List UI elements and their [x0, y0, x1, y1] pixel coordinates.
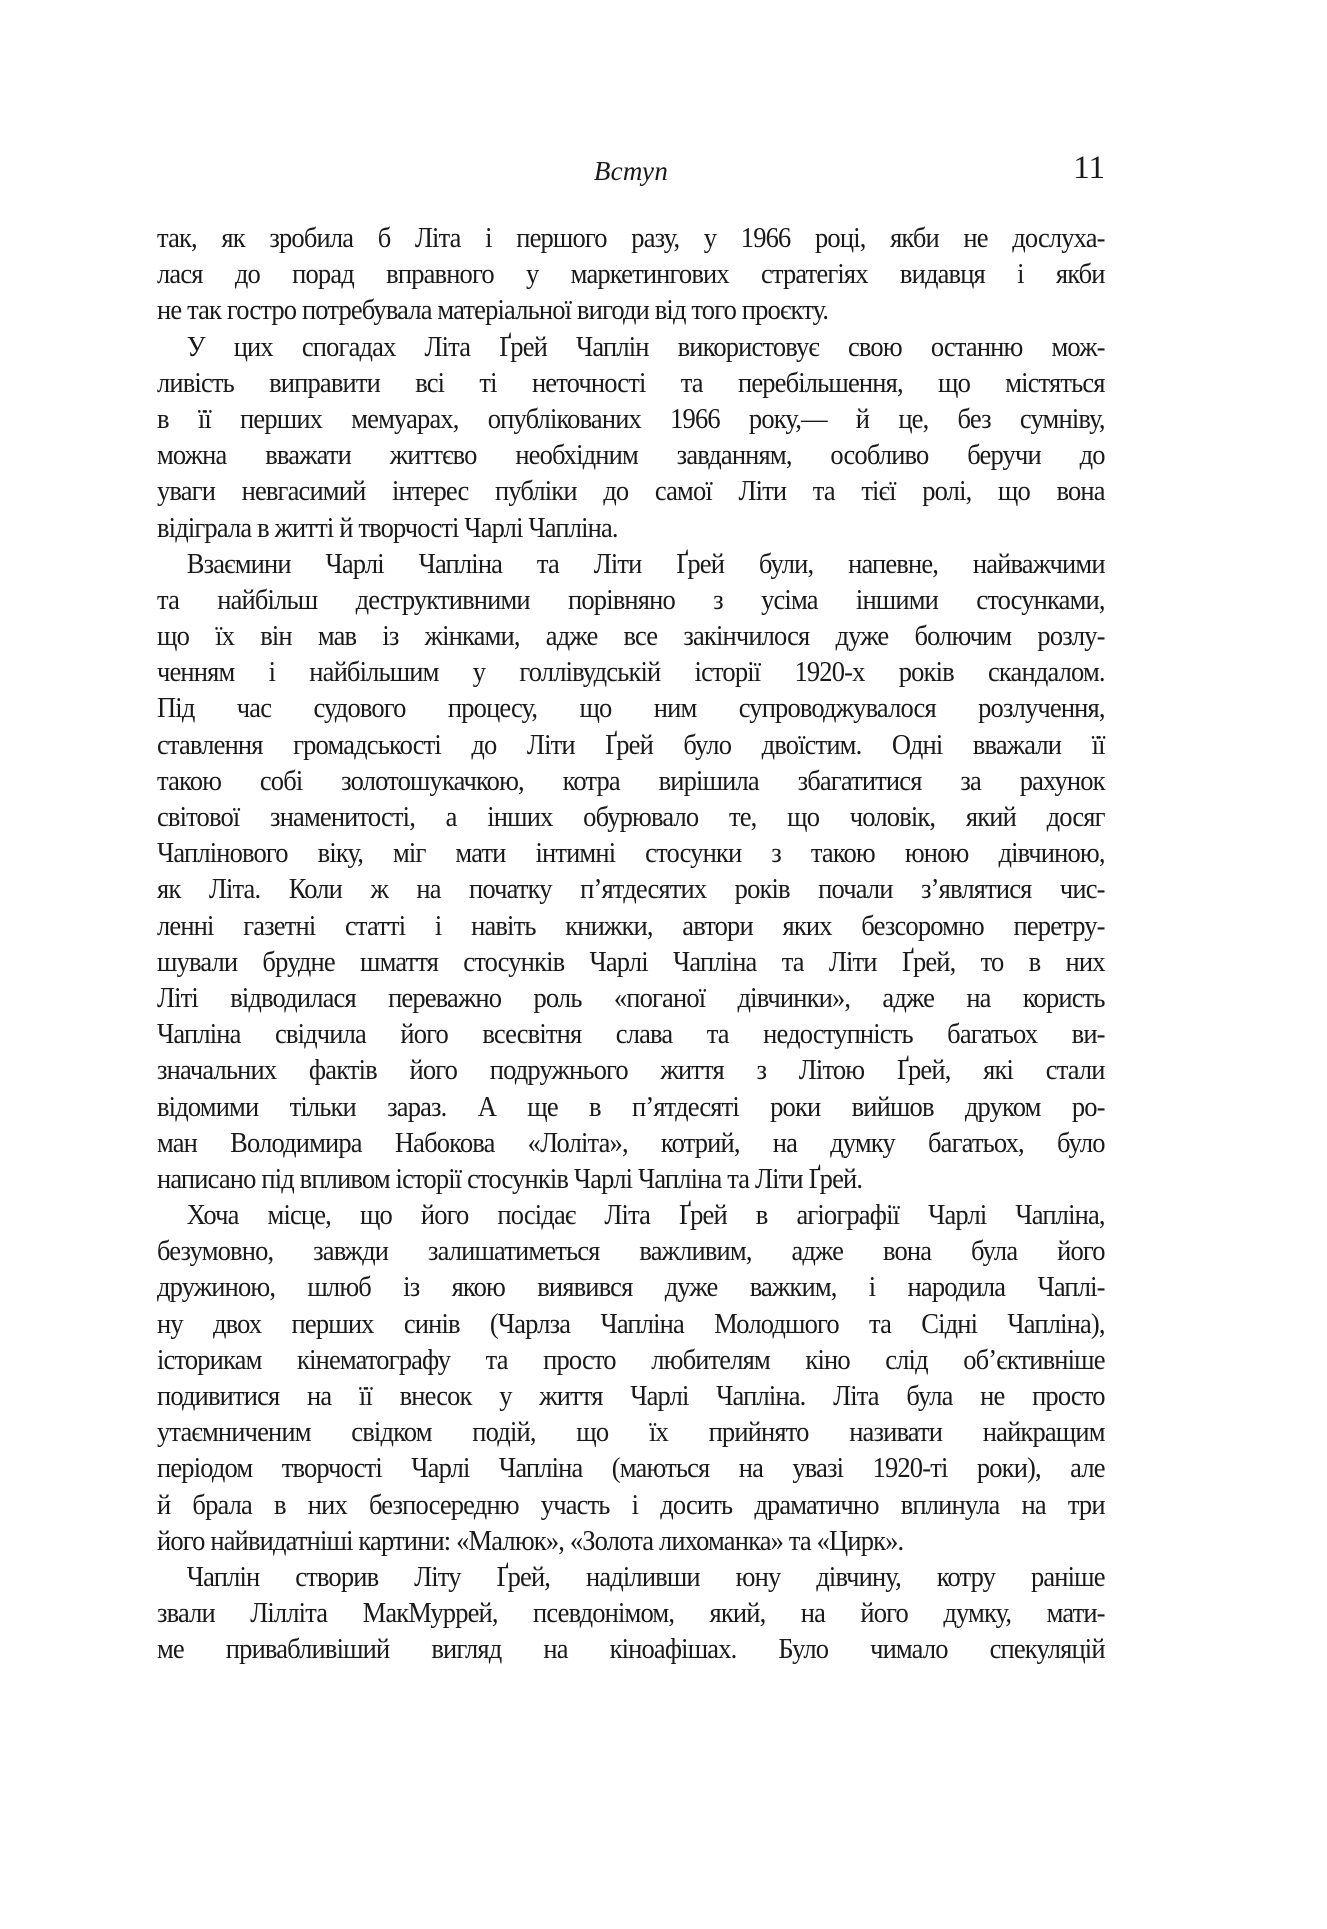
text-line: відомими тільки зараз. А ще в п’ятдесяті роки вийшов друком ро-: [157, 1091, 1105, 1123]
paragraph: [157, 1198, 1105, 1560]
text-line: ну двох перших синів (Чарлза Чапліна Молодшого та Сідні Чапліна),: [157, 1308, 1105, 1340]
text-line: ченням і найбільшим у голлівудській історії 1920-х років скандалом.: [157, 657, 1105, 689]
text-line: можна вважати життєво необхідним завданням, особливо беручи до: [157, 440, 1105, 472]
text-line: так, як зробила б Літа і першого разу, у 1966 році, якби не дослуха-: [157, 223, 1105, 254]
text-line: Взаємини Чарлі Чапліна та Літи Ґрей були, напевне, найважчими: [186, 548, 1105, 580]
text-line: лася до порад вправного у маркетингових стратегіях видавця і якби: [157, 259, 1105, 291]
text-line: У цих спогадах Літа Ґрей Чаплін використовує свою останню мож-: [186, 331, 1105, 363]
text-line: відіграла в житті й творчості Чарлі Чапліна.: [157, 512, 618, 544]
text-line: ливість виправити всі ті неточності та перебільшення, що містяться: [157, 367, 1105, 399]
text-line: написано під впливом історії стосунків Чарлі Чапліна та Літи Ґрей.: [157, 1163, 863, 1195]
text-line: уваги невгасимий інтерес публіки до самої Літи та тієї ролі, що вона: [157, 476, 1105, 508]
text-line: такою собі золотошукачкою, котра вирішила збагатитися за рахунок: [157, 765, 1105, 797]
paragraph: [157, 547, 1105, 1198]
text-line: що їх він мав із жінками, адже все закінчилося дуже болючим розлу-: [157, 621, 1105, 653]
text-line: утаємниченим свідком подій, що їх прийнято називати найкращим: [157, 1417, 1105, 1449]
running-head: [157, 150, 1105, 190]
paragraph: [157, 221, 1105, 330]
text-line: звали Лілліта МакМуррей, псевдонімом, який, на його думку, мати-: [157, 1598, 1105, 1630]
text-line: Хоча місце, що його посідає Літа Ґрей в агіографії Чарлі Чапліна,: [186, 1200, 1105, 1232]
paragraph: [157, 1560, 1105, 1669]
text-line: світової знаменитості, а інших обурювало те, що чоловік, який досяг: [157, 802, 1105, 833]
text-line: ленні газетні статті і навіть книжки, автори яких безсоромно перетру-: [157, 910, 1105, 942]
text-line: значальних фактів його подружнього життя з Літою Ґрей, які стали: [157, 1055, 1105, 1087]
text-line: як Літа. Коли ж на початку п’ятдесятих років почали з’являтися чис-: [157, 874, 1105, 906]
text-line: Чаплінового віку, міг мати інтимні стосунки з такою юною дівчиною,: [157, 838, 1105, 870]
text-line: ме привабливіший вигляд на кіноафішах. Було чимало спекуляцій: [157, 1634, 1105, 1666]
text-line: шували брудне шмаття стосунків Чарлі Чапліна та Літи Ґрей, то в них: [157, 946, 1105, 978]
text-line: в її перших мемуарах, опублікованих 1966 року,— й це, без сумніву,: [157, 403, 1105, 435]
text-line: дружиною, шлюб із якою виявився дуже важким, і народила Чаплі-: [157, 1272, 1105, 1304]
text-line: безумовно, завжди залишатиметься важливим, адже вона була його: [157, 1236, 1105, 1268]
body-text: [157, 221, 1105, 1669]
chapter-title: Вступ: [593, 156, 669, 186]
text-line: й брала в них безпосередню участь і досить драматично вплинула на три: [157, 1489, 1105, 1521]
text-line: історикам кінематографу та просто любителям кіно слід об’єктивніше: [157, 1344, 1105, 1376]
text-line: періодом творчості Чарлі Чапліна (маються на увазі 1920-ті роки), але: [157, 1453, 1105, 1485]
text-line: не так гостро потребувала матеріальної вигоди від того проєкту.: [157, 295, 829, 327]
text-line: Під час судового процесу, що ним супроводжувалося розлучення,: [157, 693, 1105, 725]
text-line: ставлення громадськості до Літи Ґрей було двоїстим. Одні вважали її: [157, 729, 1105, 761]
text-line: Чаплін створив Літу Ґрей, наділивши юну дівчину, котру раніше: [186, 1561, 1105, 1593]
text-line: та найбільш деструктивними порівняно з усіма іншими стосунками,: [157, 584, 1105, 616]
text-line: Літі відводилася переважно роль «поганої дівчинки», адже на користь: [157, 982, 1105, 1014]
paragraph: [157, 330, 1105, 547]
text-line: ман Володимира Набокова «Лоліта», котрий, на думку багатьох, було: [157, 1127, 1105, 1159]
text-line: подивитися на її внесок у життя Чарлі Чапліна. Літа була не просто: [157, 1381, 1105, 1412]
text-line: Чапліна свідчила його всесвітня слава та недоступність багатьох ви-: [157, 1019, 1105, 1051]
page-number: 11: [1073, 150, 1105, 186]
text-line: його найвидатніші картини: «Малюк», «Золота лихоманка» та «Цирк».: [157, 1525, 904, 1557]
